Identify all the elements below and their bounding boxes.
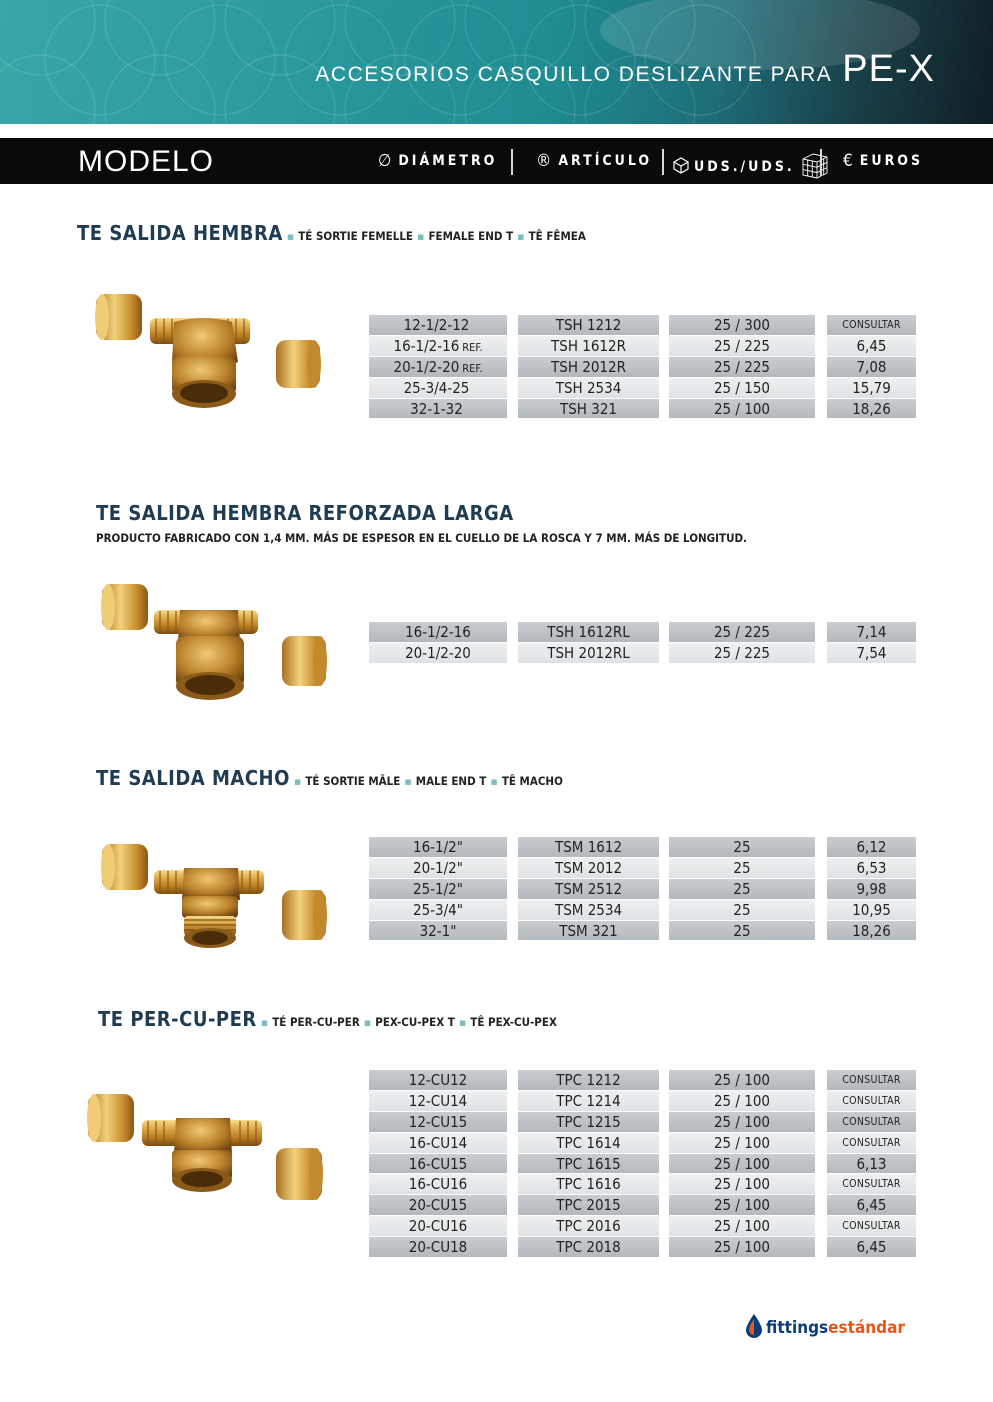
table-cell: 12-CU15 (369, 1112, 507, 1133)
table-cell: 20-1/2-20 REF. (369, 357, 507, 378)
diametro-label: DIÁMETRO (398, 153, 498, 169)
table-cell: TSH 321 (518, 399, 659, 420)
modelo-heading: MODELO (78, 145, 215, 178)
table-cell: 6,45 (827, 1195, 916, 1216)
table-cell: 25 / 100 (669, 399, 815, 420)
table-cell: 25 (669, 921, 815, 942)
table-cell: 7,54 (827, 643, 916, 664)
table-cell: TPC 1214 (518, 1091, 659, 1112)
section-heading: TE PER-CU-PER (98, 1007, 257, 1031)
table-cell: 25 / 225 (669, 622, 815, 643)
table-cell: TSM 2534 (518, 900, 659, 921)
table-cell: 16-CU15 (369, 1154, 507, 1175)
table-cell: 16-1/2-16 (369, 622, 507, 643)
table-cell: 25 / 225 (669, 357, 815, 378)
section-note: PRODUCTO FABRICADO CON 1,4 MM. MÁS DE ESPESOR EN EL CUELLO DE LA ROSCA Y 7 MM. MÁS DE LONGITUD. (96, 531, 747, 545)
diametro-column (369, 622, 507, 664)
section-subtitle: TÊ FÊMEA (528, 229, 586, 243)
table-cell: 25-3/4-25 (369, 378, 507, 399)
table-cell: 20-CU16 (369, 1216, 507, 1237)
header-divider (662, 149, 664, 175)
section-title-te-per-cu-per: TE PER-CU-PER ▪ TÉ PER-CU-PER ▪ PEX-CU-PEX T ▪ TÊ PEX-CU-PEX (98, 1007, 557, 1031)
table-cell: TSM 2012 (518, 858, 659, 879)
brass-tee-image (98, 840, 333, 955)
table-cell: 12-1/2-12 (369, 315, 507, 336)
table-cell: TPC 2018 (518, 1237, 659, 1258)
table-cell: 25 / 100 (669, 1195, 815, 1216)
table-cell: 16-1/2" (369, 837, 507, 858)
banner-title-suffix: PE-X (842, 48, 935, 90)
table-cell: 18,26 (827, 921, 916, 942)
euros-column (827, 315, 916, 419)
banner-title (315, 48, 935, 91)
table-cell: 25 / 100 (669, 1133, 815, 1154)
section-heading: TE SALIDA HEMBRA (77, 221, 283, 245)
uds-column (669, 622, 815, 664)
table-cell: 18,26 (827, 399, 916, 420)
table-cell: TPC 1614 (518, 1133, 659, 1154)
section-subtitle: FEMALE END T (428, 229, 514, 243)
pallet-grid-icon (799, 151, 829, 183)
registered-icon: ® (536, 151, 552, 171)
section-subtitle: MALE END T (415, 774, 487, 788)
table-cell: CONSULTAR (827, 1216, 916, 1237)
table-cell: 25 / 100 (669, 1091, 815, 1112)
header-divider (820, 149, 822, 175)
table-cell: TSM 2512 (518, 879, 659, 900)
table-cell: 6,45 (827, 336, 916, 357)
section-title-te-salida-macho: TE SALIDA MACHO ▪ TÉ SORTIE MÂLE ▪ MALE END T ▪ TÊ MACHO (96, 766, 563, 790)
table-cell: 25 (669, 900, 815, 921)
table-cell: 7,14 (827, 622, 916, 643)
table-cell: 16-1/2-16 REF. (369, 336, 507, 357)
table-cell: 25 / 100 (669, 1070, 815, 1091)
articulo-column (518, 837, 659, 941)
drop-icon (745, 1313, 763, 1343)
brand-logo (745, 1313, 905, 1343)
table-cell: 25 (669, 879, 815, 900)
table-cell: TSH 2534 (518, 378, 659, 399)
logo-text-estandar: estándar (828, 1318, 905, 1338)
table-cell: 20-CU15 (369, 1195, 507, 1216)
table-cell: CONSULTAR (827, 1112, 916, 1133)
table-cell: 32-1-32 (369, 399, 507, 420)
table-cell: 25 / 100 (669, 1154, 815, 1175)
table-cell: TPC 2016 (518, 1216, 659, 1237)
diametro-header (378, 151, 497, 171)
table-cell: 20-CU18 (369, 1237, 507, 1258)
euros-column (827, 622, 916, 664)
brass-tee-image (92, 286, 332, 416)
diametro-column (369, 837, 507, 941)
table-cell: 32-1" (369, 921, 507, 942)
table-cell: 6,45 (827, 1237, 916, 1258)
table-cell: 25 / 225 (669, 336, 815, 357)
section-subtitle: TÊ PEX-CU-PEX (470, 1015, 557, 1029)
section-subtitle: PEX-CU-PEX T (375, 1015, 455, 1029)
euros-header (843, 151, 923, 171)
table-cell: TSM 1612 (518, 837, 659, 858)
table-cell: 25 (669, 837, 815, 858)
table-cell: TPC 1215 (518, 1112, 659, 1133)
uds-column (669, 837, 815, 941)
table-cell: CONSULTAR (827, 1133, 916, 1154)
diametro-column (369, 315, 507, 419)
table-cell: 25 / 150 (669, 378, 815, 399)
section-subtitle: TÉ PER-CU-PER (272, 1015, 360, 1029)
table-cell: 25 / 225 (669, 643, 815, 664)
euro-icon: € (843, 151, 853, 171)
table-cell: TSH 2012R (518, 357, 659, 378)
table-cell: CONSULTAR (827, 315, 916, 336)
table-cell: 25 / 100 (669, 1216, 815, 1237)
table-cell: 12-CU12 (369, 1070, 507, 1091)
articulo-label: ARTÍCULO (558, 153, 653, 169)
table-cell: 16-CU16 (369, 1174, 507, 1195)
section-subtitle: TÉ SORTIE MÂLE (305, 774, 401, 788)
box-icon (672, 156, 690, 178)
table-cell: 6,13 (827, 1154, 916, 1175)
table-cell: TPC 1616 (518, 1174, 659, 1195)
table-cell: 16-CU14 (369, 1133, 507, 1154)
diametro-column (369, 1070, 507, 1258)
euros-label: EUROS (859, 153, 924, 169)
table-cell: CONSULTAR (827, 1091, 916, 1112)
brass-tee-image (98, 580, 333, 710)
euros-column (827, 837, 916, 941)
table-cell: 25 / 100 (669, 1174, 815, 1195)
section-title-te-salida-hembra: TE SALIDA HEMBRA ▪ TÉ SORTIE FEMELLE ▪ FEMALE END T ▪ TÊ FÊMEA (77, 221, 586, 245)
uds-header (672, 151, 829, 183)
table-cell: 20-1/2" (369, 858, 507, 879)
table-cell: 7,08 (827, 357, 916, 378)
banner-title-prefix: ACCESORIOS CASQUILLO DESLIZANTE PARA (315, 63, 833, 86)
table-cell: TSH 1212 (518, 315, 659, 336)
articulo-column (518, 622, 659, 664)
table-cell: 25 / 300 (669, 315, 815, 336)
table-cell: 25 / 100 (669, 1112, 815, 1133)
section-subtitle: TÊ MACHO (501, 774, 563, 788)
table-cell: TPC 2015 (518, 1195, 659, 1216)
articulo-column (518, 315, 659, 419)
articulo-header (536, 151, 652, 171)
table-cell: 9,98 (827, 879, 916, 900)
brass-tee-image (84, 1088, 334, 1213)
header-divider (511, 149, 513, 175)
table-cell: 20-1/2-20 (369, 643, 507, 664)
table-cell: 25-1/2" (369, 879, 507, 900)
table-cell: CONSULTAR (827, 1174, 916, 1195)
uds-column (669, 315, 815, 419)
table-cell: 25 (669, 858, 815, 879)
table-cell: 6,12 (827, 837, 916, 858)
table-cell: 10,95 (827, 900, 916, 921)
table-cell: TSH 2012RL (518, 643, 659, 664)
uds-label: UDS./UDS. (694, 159, 795, 175)
table-cell: 15,79 (827, 378, 916, 399)
table-cell: TSH 1612RL (518, 622, 659, 643)
table-cell: CONSULTAR (827, 1070, 916, 1091)
uds-column (669, 1070, 815, 1258)
section-heading: TE SALIDA HEMBRA REFORZADA LARGA (96, 501, 514, 525)
section-heading: TE SALIDA MACHO (96, 766, 290, 790)
table-cell: 25 / 100 (669, 1237, 815, 1258)
section-title-te-salida-hembra-reforzada (96, 501, 514, 525)
euros-column (827, 1070, 916, 1258)
table-cell: 25-3/4" (369, 900, 507, 921)
table-cell: 6,53 (827, 858, 916, 879)
diameter-icon: ∅ (378, 151, 392, 171)
table-cell: TSH 1612R (518, 336, 659, 357)
top-banner (0, 0, 993, 124)
table-cell: TPC 1615 (518, 1154, 659, 1175)
table-cell: 12-CU14 (369, 1091, 507, 1112)
table-cell: TPC 1212 (518, 1070, 659, 1091)
section-subtitle: TÉ SORTIE FEMELLE (298, 229, 413, 243)
column-header-bar (0, 138, 993, 184)
articulo-column (518, 1070, 659, 1258)
table-cell: TSM 321 (518, 921, 659, 942)
logo-text-fittings: fittings (766, 1318, 829, 1338)
